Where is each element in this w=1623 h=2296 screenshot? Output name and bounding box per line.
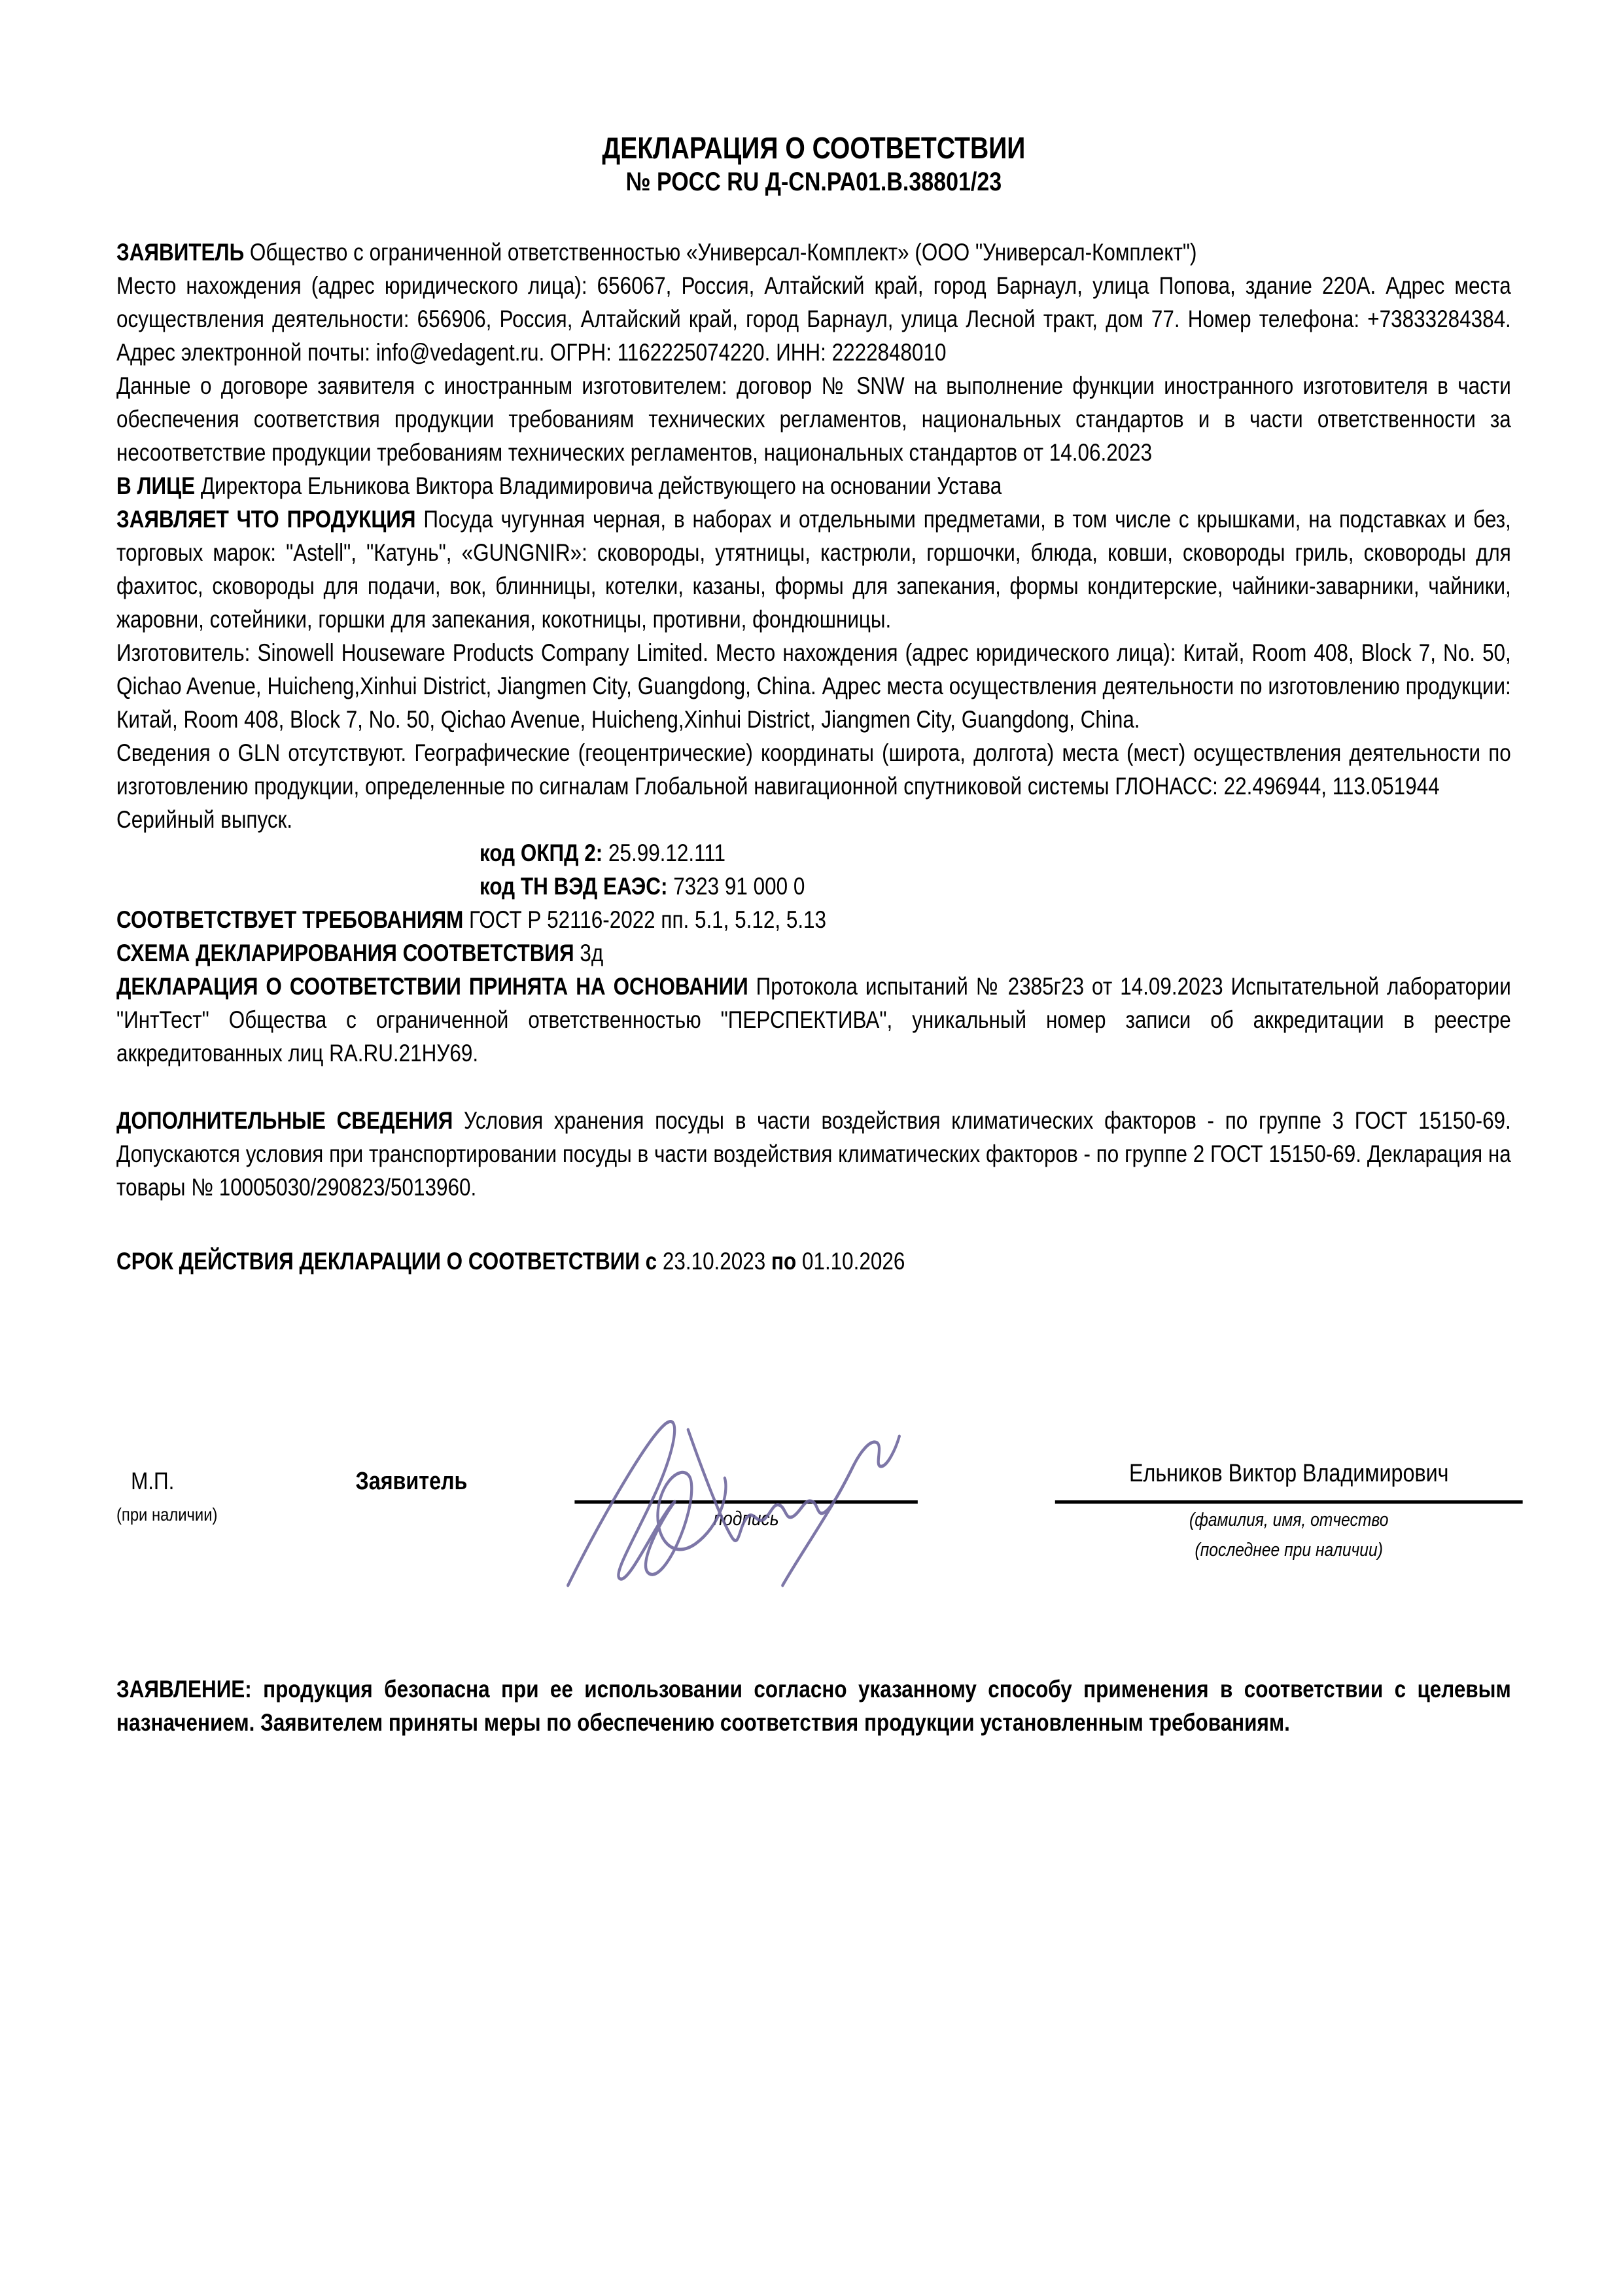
paragraph-okpd-code bbox=[116, 836, 1511, 870]
applicant-label: Заявитель bbox=[355, 1468, 468, 1495]
statement-block bbox=[116, 1672, 1511, 1739]
paragraph-text: Серийный выпуск. bbox=[116, 806, 293, 833]
paragraph-text: Сведения о GLN отсутствуют. Географические (геоцентрические) координаты (широта, долгота) места (мест) осуществления деятельности по изготовлению продукции, определенные по сигналам Глобальной навигационной спутниковой системы ГЛОНАСС: 22.496944, 113.051944 bbox=[116, 739, 1511, 800]
document-title: ДЕКЛАРАЦИЯ О СООТВЕТСТВИИ bbox=[602, 131, 1026, 165]
paragraph-applicant bbox=[116, 236, 1511, 269]
paragraph-contract-info bbox=[116, 369, 1511, 469]
paragraph-declaration-scheme bbox=[116, 936, 1511, 970]
name-line bbox=[1055, 1500, 1523, 1504]
stamp-place-note: (при наличии) bbox=[116, 1504, 218, 1525]
paragraph-lead: код ОКПД 2: bbox=[480, 839, 608, 866]
paragraph-text: Место нахождения (адрес юридического лица): 656067, Россия, Алтайский край, город Барнаул, улица Попова, здание 220А. Адрес места осуществления деятельности: 656906, Россия, Алтайский край, город Барнаул, улица Лесной тракт, дом 77. Номер телефона: +73833284384. Адрес электронной почты: info@vedagent.ru. ОГРН: 1162225074220. ИНН: 2222848010 bbox=[116, 272, 1511, 366]
paragraph-in-person bbox=[116, 469, 1511, 503]
paragraph-manufacturer bbox=[116, 636, 1511, 736]
document-content bbox=[116, 131, 1511, 1278]
document-body bbox=[116, 236, 1511, 1278]
paragraph-text: Директора Ельникова Виктора Владимировича действующего на основании Устава bbox=[200, 472, 1002, 499]
paragraph-validity-period bbox=[116, 1245, 1511, 1278]
paragraph-gln-coordinates bbox=[116, 736, 1511, 803]
paragraph-lead: СРОК ДЕЙСТВИЯ ДЕКЛАРАЦИИ О СООТВЕТСТВИИ с bbox=[116, 1248, 663, 1275]
paragraph-product bbox=[116, 503, 1511, 636]
paragraph-text: Изготовитель: Sinowell Houseware Products Company Limited. Место нахождения (адрес юридического лица): Китай, Room 408, Block 7, No. 50, Qichao Avenue, Huicheng,Xinhui District, Jiangmen City, Guangdong, China. Адрес места осуществления деятельности по изготовлению продукции: Китай, Room 408, Block 7, No. 50, Qichao Avenue, Huicheng,Xinhui District, Jiangmen City, Guangdong, China. bbox=[116, 639, 1511, 733]
paragraph-lead: В ЛИЦЕ bbox=[116, 472, 201, 499]
paragraph-basis bbox=[116, 970, 1511, 1070]
stamp-place-label: М.П. bbox=[131, 1468, 175, 1494]
signer-name: Ельников Виктор Владимирович bbox=[1128, 1460, 1449, 1487]
paragraph-serial-release bbox=[116, 803, 1511, 836]
paragraph-lead: по bbox=[771, 1248, 802, 1275]
paragraph-text: 7323 91 000 0 bbox=[673, 873, 805, 900]
paragraph-text: 3д bbox=[580, 940, 604, 966]
paragraph-text: Протокола испытаний № 2385г23 от 14.09.2023 Испытательной лаборатории "ИнтТест" Общества с ограниченной ответственностью "ПЕРСПЕКТИВА", уникальный номер записи об аккредитации в реестре аккредитованных лиц RA.RU.21НУ69. bbox=[116, 973, 1511, 1067]
paragraph-lead: ДОПОЛНИТЕЛЬНЫЕ СВЕДЕНИЯ bbox=[116, 1107, 464, 1134]
document-header bbox=[116, 131, 1511, 199]
paragraph-text: 25.99.12.111 bbox=[608, 839, 725, 866]
signature-caption: подпись bbox=[713, 1507, 779, 1530]
paragraph-lead: ЗАЯВИТЕЛЬ bbox=[116, 239, 250, 266]
paragraph-requirements bbox=[116, 903, 1511, 936]
paragraph-text: ГОСТ Р 52116-2022 пп. 5.1, 5.12, 5.13 bbox=[469, 906, 827, 933]
paragraph-applicant-address bbox=[116, 269, 1511, 369]
signature-block bbox=[116, 1456, 1511, 1652]
paragraph-lead: код ТН ВЭД ЕАЭС: bbox=[480, 873, 674, 900]
paragraph-tnved-code bbox=[116, 870, 1511, 903]
paragraph-text: Общество с ограниченной ответственностью «Универсал-Комплект» (ООО "Универсал-Комплект") bbox=[249, 239, 1197, 266]
document-number: № РОСС RU Д-CN.РА01.В.38801/23 bbox=[625, 168, 1002, 196]
name-caption-line2: (последнее при наличии) bbox=[1195, 1540, 1383, 1561]
paragraph-lead: ДЕКЛАРАЦИЯ О СООТВЕТСТВИИ ПРИНЯТА НА ОСНОВАНИИ bbox=[116, 973, 756, 1000]
paragraph-lead: СХЕМА ДЕКЛАРИРОВАНИЯ СООТВЕТСТВИЯ bbox=[116, 940, 580, 966]
paragraph-lead: ЗАЯВЛЯЕТ ЧТО ПРОДУКЦИЯ bbox=[116, 506, 424, 533]
paragraph-text: Посуда чугунная черная, в наборах и отдельными предметами, в том числе с крышками, на подставках и без, торговых марок: "Astell", "Катунь", «GUNGNIR»: сковороды, утятницы, кастрюли, горшочки, блюда, ковши, сковороды гриль, сковороды для фахитос, сковороды для подачи, вок, блинницы, котелки, казаны, формы для запекания, формы кондитерские, чайники-заварники, чайники, жаровни, сотейники, горшки для запекания, кокотницы, противни, фондюшницы. bbox=[116, 506, 1511, 633]
paragraph-text: Данные о договоре заявителя с иностранным изготовителем: договор № SNW на выполнение функции иностранного изготовителя в части обеспечения соответствия продукции требованиям технических регламентов, национальных стандартов и в части ответственности за несоответствие продукции требованиям технических регламентов, национальных стандартов от 14.06.2023 bbox=[116, 372, 1511, 466]
paragraph-additional-info bbox=[116, 1104, 1511, 1204]
name-caption-line1: (фамилия, имя, отчество bbox=[1189, 1510, 1389, 1530]
handwritten-signature bbox=[556, 1410, 912, 1600]
paragraph-text: 01.10.2026 bbox=[801, 1248, 905, 1275]
paragraph-text: 23.10.2023 bbox=[662, 1248, 772, 1275]
paragraph-text: Условия хранения посуды в части воздействия климатических факторов - по группе 3 ГОСТ 15150-69. Допускаются условия при транспортировании посуды в части воздействия климатических факторов - по группе 2 ГОСТ 15150-69. Декларация на товары № 10005030/290823/5013960. bbox=[116, 1107, 1511, 1201]
paragraph-lead: СООТВЕТСТВУЕТ ТРЕБОВАНИЯМ bbox=[116, 906, 470, 933]
safety-statement: ЗАЯВЛЕНИЕ: продукция безопасна при ее использовании согласно указанному способу применения в соответствии с целевым назначением. Заявителем приняты меры по обеспечению соответствия продукции установленным требованиям. bbox=[116, 1676, 1511, 1736]
